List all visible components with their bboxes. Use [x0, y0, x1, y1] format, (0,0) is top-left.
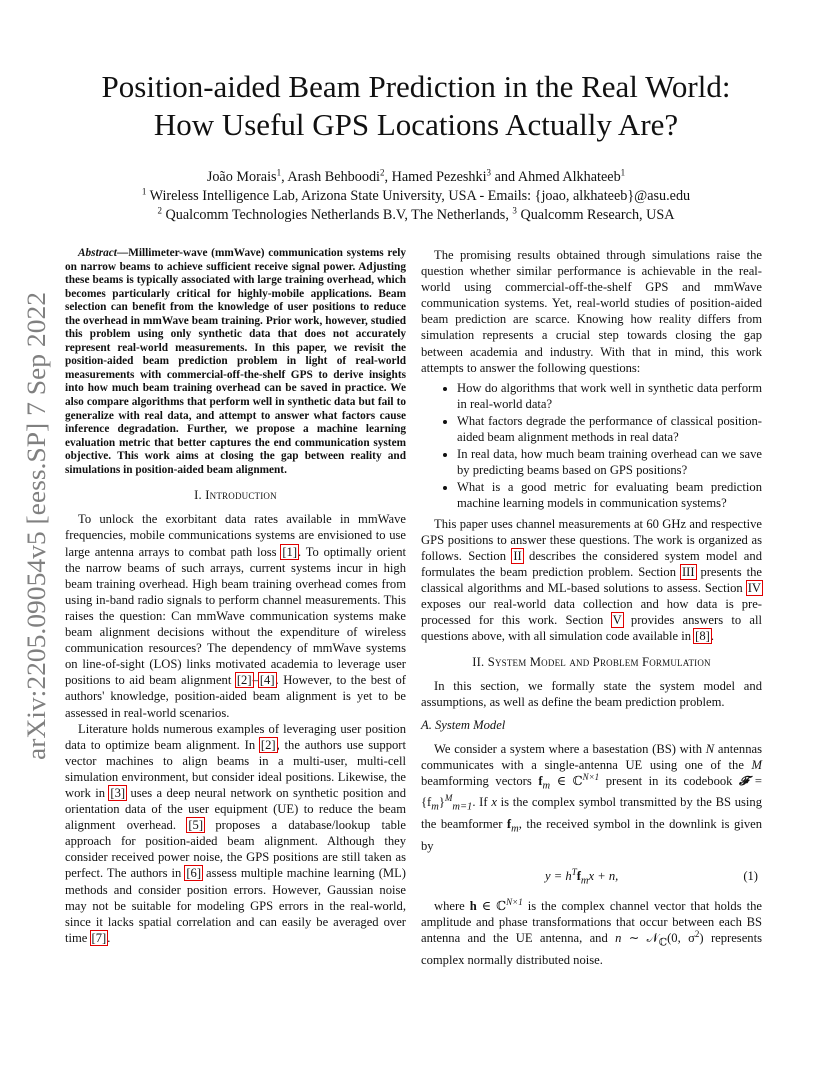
text-run: We consider a system where a basestation (BS) with [434, 741, 706, 756]
section-link[interactable]: III [681, 564, 695, 579]
section-heading-system-model: II. System Model and Problem Formulation [472, 655, 711, 670]
citation-link[interactable]: [6] [186, 866, 202, 881]
math-symbol: = {f [421, 773, 762, 810]
text-run: presents the classical algorithms and ML-based solutions to assess. Section [421, 564, 763, 595]
author-name: Hamed Pezeshki [391, 169, 487, 185]
text-run: To unlock the exorbitant data rates available in mmWave frequencies, mobile communications systems are envisioned to use large antenna arrays to combat path loss [65, 512, 406, 559]
text-run: proposes a database/lookup table approach for position-aided beam alignment. Although they consider received power noise, the GPS positions are still taken as perfect. The authors in [65, 818, 406, 881]
paper-title [60, 68, 772, 144]
affiliation-text: Qualcomm Research, USA [516, 207, 675, 223]
affiliation-mark: 1 [141, 186, 147, 197]
affiliation-text: Qualcomm Technologies Netherlands B.V, The Netherlands, [161, 207, 513, 223]
math-symbol: ∈ ℂ [550, 773, 583, 788]
math-symbol: ∼ 𝒩 [621, 930, 659, 945]
math-symbol: n [615, 930, 622, 945]
text-run: . To optimally orient the narrow beams of such arrays, current systems incur in high beam training overhead. High beam training overhead comes from using in-band radio signals to perform channel measurements. This raises the question: Can mmWave communication systems make beam alignment decisions without the expenditure of wireless communication resources? The dependency of mmWave systems on line-of-sight (LOS) links motivated academia to leverage user positions to aid beam alignment [65, 544, 406, 688]
subsection-heading-system-model: A. System Model [421, 717, 506, 732]
text-run: assess multiple machine learning (ML) methods and consider position errors. However, Gaussian noise may not be suitable for modeling GPS errors in the real-world, since it lacks spatial correlation and can easily be averaged over time [65, 866, 407, 945]
citation-link[interactable]: [2] [236, 673, 252, 688]
list-item: • How do algorithms that work well in synthetic data perform in real-world data? [457, 380, 762, 412]
research-questions-list [421, 380, 762, 512]
text-run: . However, to the best of authors' knowledge, position-aided beam alignment is yet to be assessed in real-world scenarios. [65, 673, 406, 720]
text-run: Literature holds numerous examples of leveraging user position data to optimize beam alignment. In [65, 721, 406, 752]
math-symbol: N [705, 741, 715, 756]
title-line-2: How Useful GPS Locations Actually Are? [153, 107, 679, 142]
text-run: – [252, 673, 259, 688]
math-subscript: m [511, 823, 519, 835]
author-list [60, 168, 772, 187]
math-symbol: } [438, 795, 445, 810]
citation-link[interactable]: [8] [695, 629, 710, 644]
math-superscript: N×1 [582, 771, 600, 782]
intro-paragraph-2 [65, 721, 406, 946]
affiliation-mark: 1 [276, 167, 282, 178]
left-column [65, 247, 406, 946]
math-symbol: x + n, [588, 868, 619, 883]
math-symbol: f [506, 817, 512, 832]
math-superscript: T [571, 866, 577, 877]
citation-link[interactable]: [3] [110, 785, 126, 800]
separator: , [281, 169, 288, 185]
abstract-label: Abstract [78, 247, 117, 259]
equation-body [545, 868, 618, 890]
list-item: • In real data, how much beam training overhead can we save by predicting beams based on GPS positions? [457, 446, 762, 478]
text-run: beamforming vectors [421, 773, 539, 788]
math-subscript: m=1 [452, 801, 473, 813]
math-superscript: N×1 [506, 896, 523, 907]
math-subscript: m [542, 780, 551, 792]
math-symbol: f [576, 868, 581, 883]
text-run: . If [472, 795, 492, 810]
text-run: is the complex symbol transmitted by the BS using the beamformer [421, 795, 763, 832]
system-model-paragraph [421, 741, 762, 854]
math-symbol: ∈ ℂ [476, 898, 507, 913]
citation-link[interactable]: [4] [259, 673, 275, 688]
section-link[interactable]: IV [747, 580, 761, 595]
paper-header [60, 68, 772, 225]
text-run: , the authors use support vector machines to align beams in a multi-user, multi-cell simulation environment, but consider ideal positions. Likewise, the work in [65, 737, 406, 800]
author-name: João Morais [206, 169, 277, 185]
text-run: . [710, 629, 714, 644]
math-symbol: f [538, 773, 543, 788]
math-symbol: ) [699, 930, 704, 945]
author-name: Ahmed Alkhateeb [517, 169, 621, 185]
affiliation-2 [60, 206, 772, 225]
text-run: uses a deep neural network on synthetic position and orientation data of the user equipment (UE) to reduce the beam alignment overhead. [65, 785, 407, 833]
equation-number: (1) [743, 868, 758, 883]
intro-paragraph-1 [65, 511, 406, 720]
text-run: where [434, 898, 470, 913]
separator: and [491, 169, 518, 185]
equation-1 [421, 858, 762, 898]
abstract [65, 247, 406, 477]
separator: , [384, 169, 392, 185]
organization-paragraph [421, 516, 762, 645]
text-run: represents complex normally distributed noise. [421, 930, 762, 967]
text-run: , the received symbol in the downlink is given by [421, 817, 763, 853]
math-superscript: 2 [694, 928, 700, 939]
list-item: • What is a good metric for evaluating beam prediction machine learning models in communication systems? [457, 479, 762, 511]
motivation-paragraph: The promising results obtained through simulations raise the question whether similar performance is achievable in the real-world using commercial-off-the-shelf GPS and mmWave communication systems. Yet, real-world studies of position-aided beam prediction are scarce. Knowing how reality differs from simulation represents a crucial step towards closing the gap between academia and industry. With that in mind, this work attempts to answer the following questions: [421, 248, 762, 375]
list-item: • What factors degrade the performance of classical position-aided beam alignment methods in real data? [457, 413, 762, 445]
affiliation-mark: 1 [620, 167, 626, 178]
section-2-intro-paragraph: In this section, we formally state the system model and assumptions, as well as define the beam prediction problem. [421, 679, 762, 710]
math-symbol: M [751, 757, 762, 772]
text-run: antennas communicates with a single-antenna UE using one of the [421, 741, 762, 772]
text-run: describes the considered system model and formulates the beam prediction problem. Section [421, 548, 762, 579]
text-run: exposes our real-world data collection and how data is pre-processed for this work. Section [421, 596, 762, 628]
citation-link[interactable]: [2] [260, 737, 276, 752]
citation-link[interactable]: [7] [91, 930, 107, 945]
right-column [421, 247, 762, 968]
abstract-text: —Millimeter-wave (mmWave) communication systems rely on narrow beams to achieve sufficient receive signal power. Adjusting these beams is typically associated with large training overhead, which becomes particularly critical for highly-mobile applications. Beam selection can benefit from the knowledge of user positions to reduce the overhead in mmWave beam training. Prior work, however, studied this problem using only synthetic data that does not accurately represent real-world measurements. In this paper, we revisit the position-aided beam prediction problem in light of real-world measurements with commercial-off-the-shelf GPS to derive insights into how much beam training overhead can be saved in practice. We also compare algorithms that perform well in synthetic data but fail to generalize with real data, and attempt to answer what factors cause inference degradation. Further, we propose a machine learning evaluation metric that better captures the end communication system objective. This work aims at closing the gap between reality and simulations in position-aided beam alignment. [65, 247, 406, 476]
arxiv-id-text: arXiv:2205.09054v5 [eess.SP] 7 Sep 2022 [22, 318, 51, 760]
math-symbol: 𝓕 [739, 773, 749, 788]
arxiv-identifier-stamp [20, 292, 54, 762]
math-symbol: (0, σ [667, 930, 695, 945]
math-superscript: M [444, 793, 453, 804]
math-symbol: x [491, 795, 497, 810]
math-subscript: m [580, 875, 589, 887]
text-run: This paper uses channel measurements at 60 GHz and respective GPS positions to answer these questions. The work is organized as follows. Section [421, 516, 762, 563]
affiliation-mark: 3 [486, 167, 492, 178]
citation-link[interactable]: [5] [188, 818, 204, 833]
math-subscript: m [431, 801, 439, 813]
affiliation-text: Wireless Intelligence Lab, Arizona State University, USA - Emails: {joao, alkhateeb}@asu.edu [146, 188, 691, 204]
section-heading-introduction: I. Introduction [194, 488, 277, 503]
affiliation-mark: 2 [379, 167, 385, 178]
section-link[interactable]: V [612, 613, 622, 628]
affiliation-mark: 3 [512, 205, 517, 216]
text-run: . [107, 930, 111, 945]
section-link[interactable]: II [513, 548, 522, 563]
text-run: provides answers to all questions above, with all simulation code available in [421, 613, 762, 644]
math-subscript: ℂ [658, 937, 668, 949]
citation-link[interactable]: [1] [282, 544, 298, 559]
math-symbol: y = h [545, 868, 572, 883]
text-run: present in its codebook [599, 773, 740, 788]
affiliation-1 [60, 187, 772, 206]
author-name: Arash Behboodi [287, 169, 380, 185]
channel-definition-paragraph [421, 898, 762, 968]
math-symbol: h [469, 898, 477, 913]
title-line-1: Position-aided Beam Prediction in the Real World: [101, 69, 731, 104]
affiliation-mark: 2 [157, 205, 162, 216]
text-run: is the complex channel vector that holds the amplitude and phase transformations that occur between each BS antenna and the UE antenna, and [421, 898, 762, 945]
